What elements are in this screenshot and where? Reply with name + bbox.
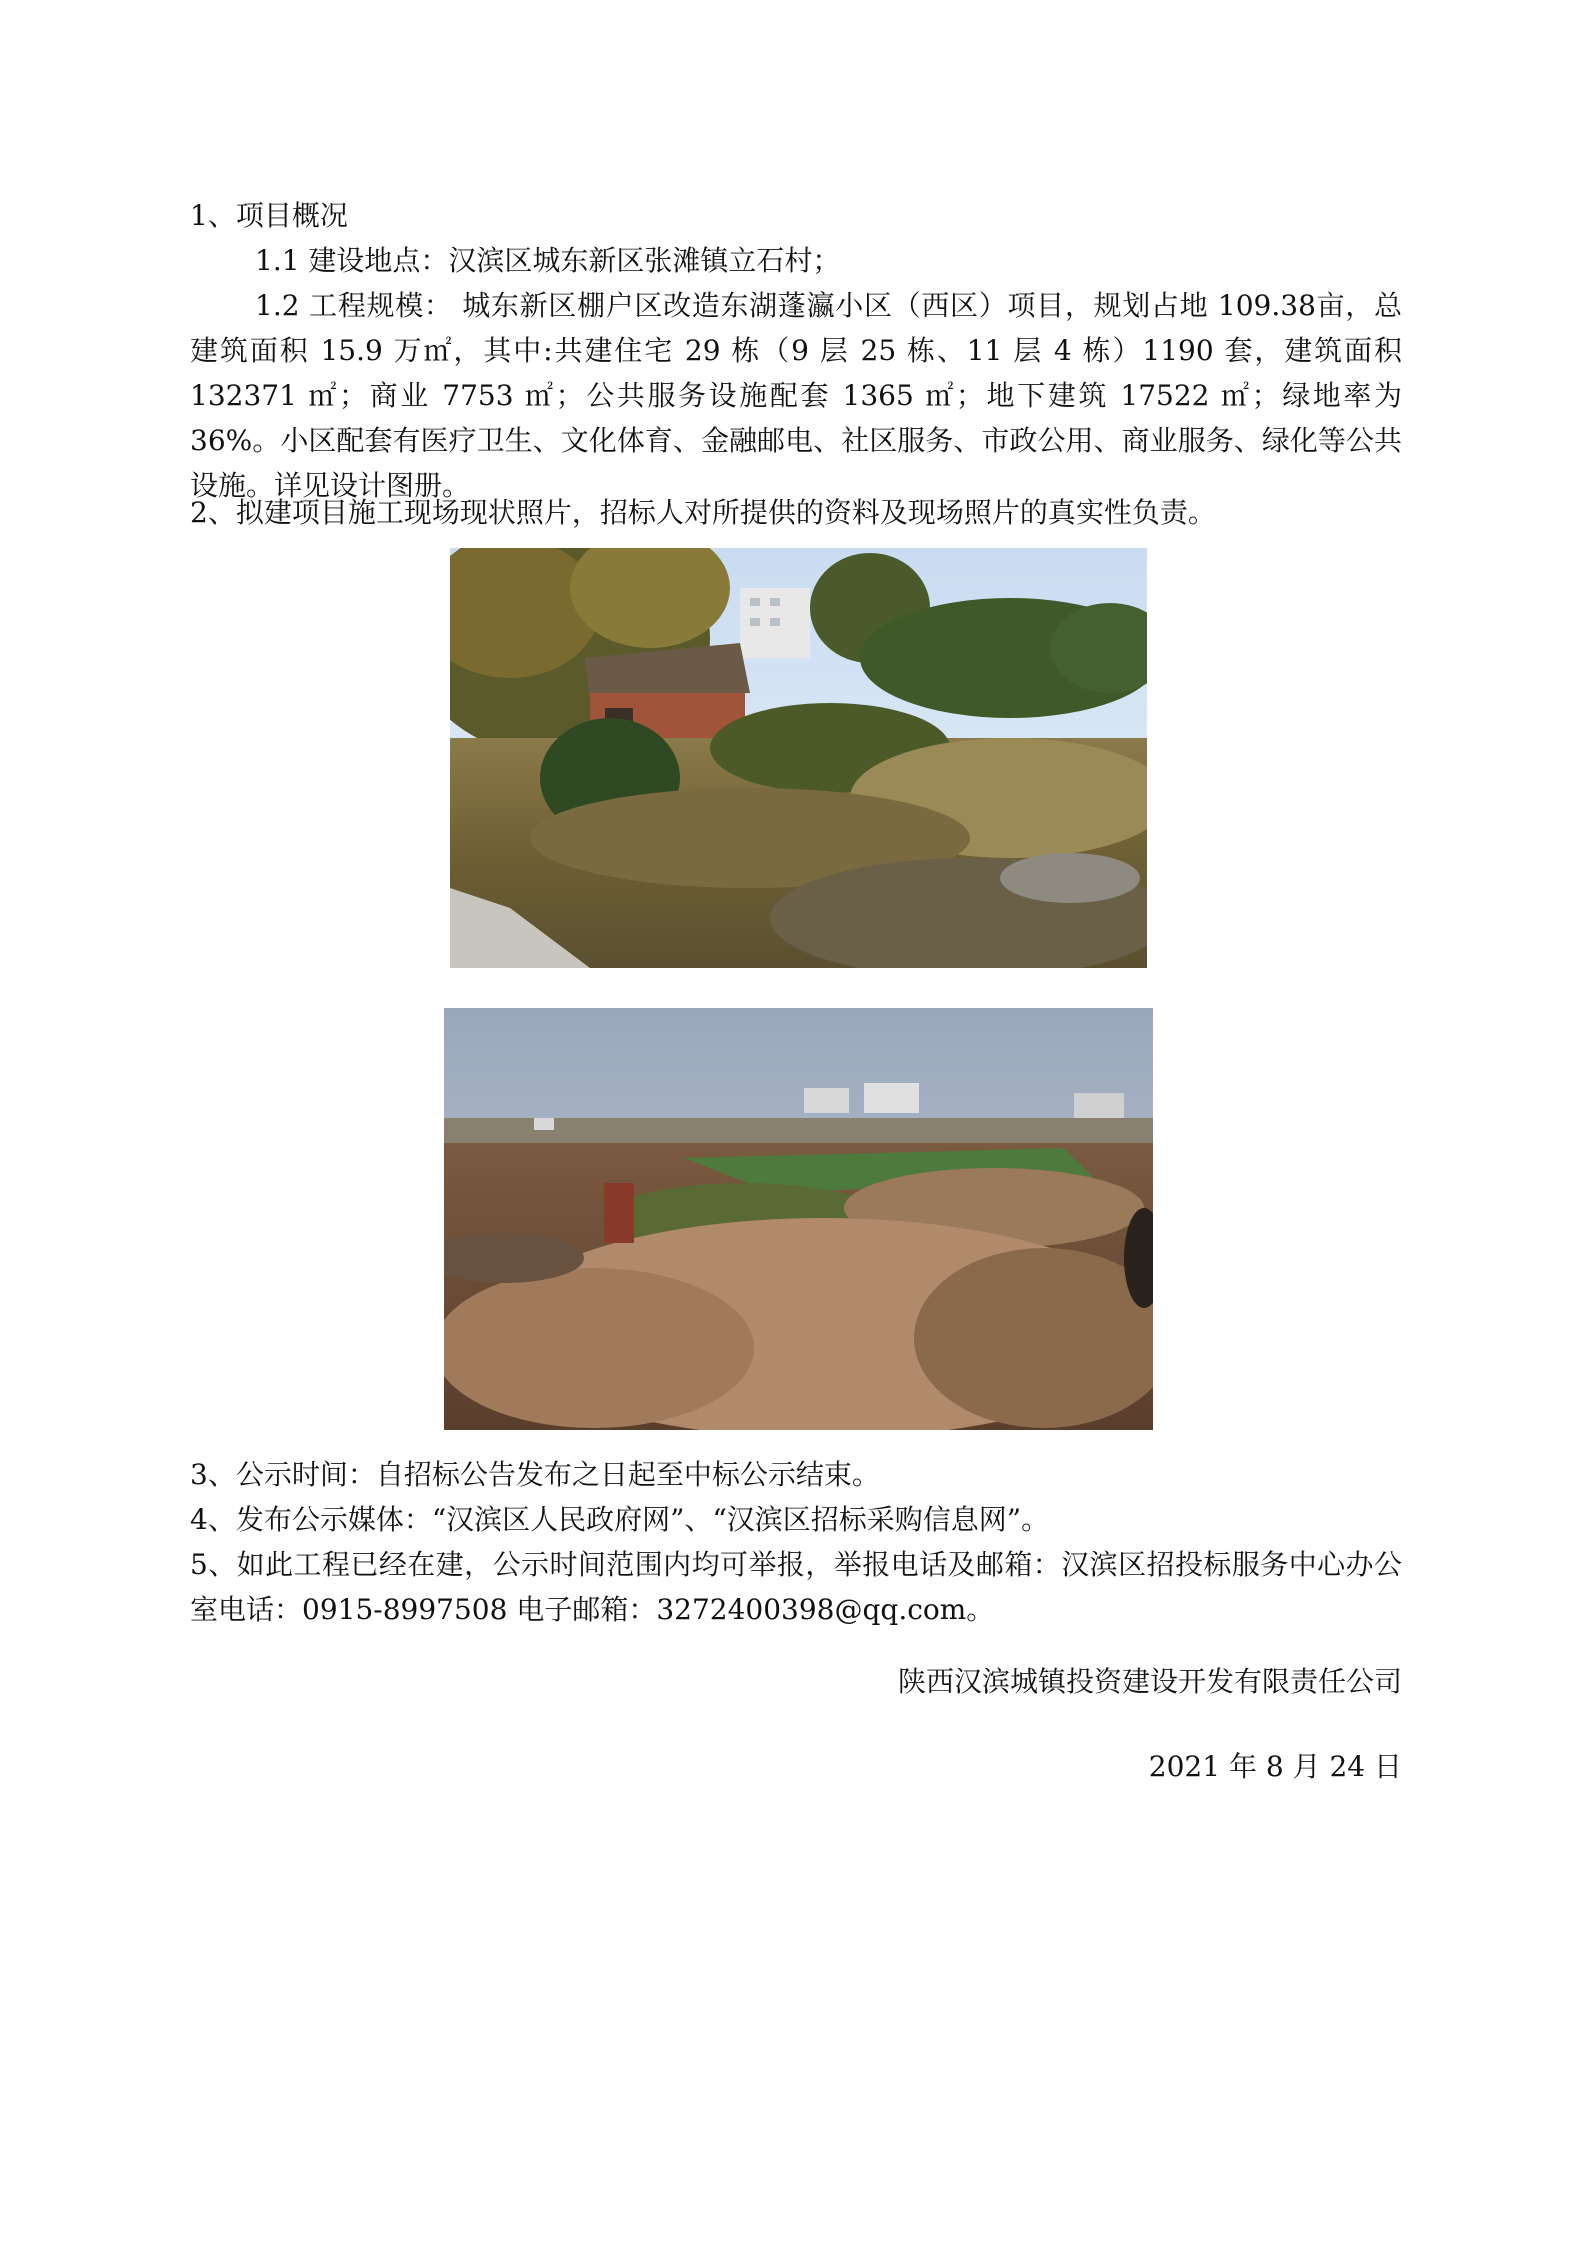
section-4-text: 4、发布公示媒体：“汉滨区人民政府网”、“汉滨区招标采购信息网”。 xyxy=(190,1503,1050,1536)
section-5-text: 5、如此工程已经在建，公示时间范围内均可举报，举报电话及邮箱：汉滨区招投标服务中心办公室电话：0915-8997508 电子邮箱：3272400398@qq.com。 xyxy=(190,1548,1402,1626)
signature-date: 2021 年 8 月 24 日 xyxy=(1148,1750,1402,1783)
site-photo-field xyxy=(444,1008,1153,1430)
site-photo-house-image xyxy=(450,548,1147,968)
section-3-text: 3、公示时间：自招标公告发布之日起至中标公示结束。 xyxy=(190,1458,880,1491)
signature-company: 陕西汉滨城镇投资建设开发有限责任公司 xyxy=(897,1665,1402,1698)
section-1-scale: 1.2 工程规模： 城东新区棚户区改造东湖蓬瀛小区（西区）项目，规划占地 109.38亩，总建筑面积 15.9 万㎡，其中:共建住宅 29 栋（9 层 25 栋、11 层 4 栋）1190 套，建筑面积 132371 ㎡；商业 7753 ㎡；公共服务设施配套 1365 ㎡；地下建筑 17522 ㎡；绿地率为 36%。小区配套有医疗卫生、文化体育、金融邮电、社区服务、市政公用、商业服务、绿化等公共设施。详见设计图册。 xyxy=(190,289,1402,502)
section-2-text: 2、拟建项目施工现场现状照片，招标人对所提供的资料及现场照片的真实性负责。 xyxy=(190,496,1216,529)
section-1-heading: 1、项目概况 xyxy=(190,199,348,232)
section-1-location: 1.1 建设地点：汉滨区城东新区张滩镇立石村； xyxy=(255,244,841,277)
site-photo-house xyxy=(450,548,1147,968)
site-photo-field-image xyxy=(444,1008,1153,1430)
